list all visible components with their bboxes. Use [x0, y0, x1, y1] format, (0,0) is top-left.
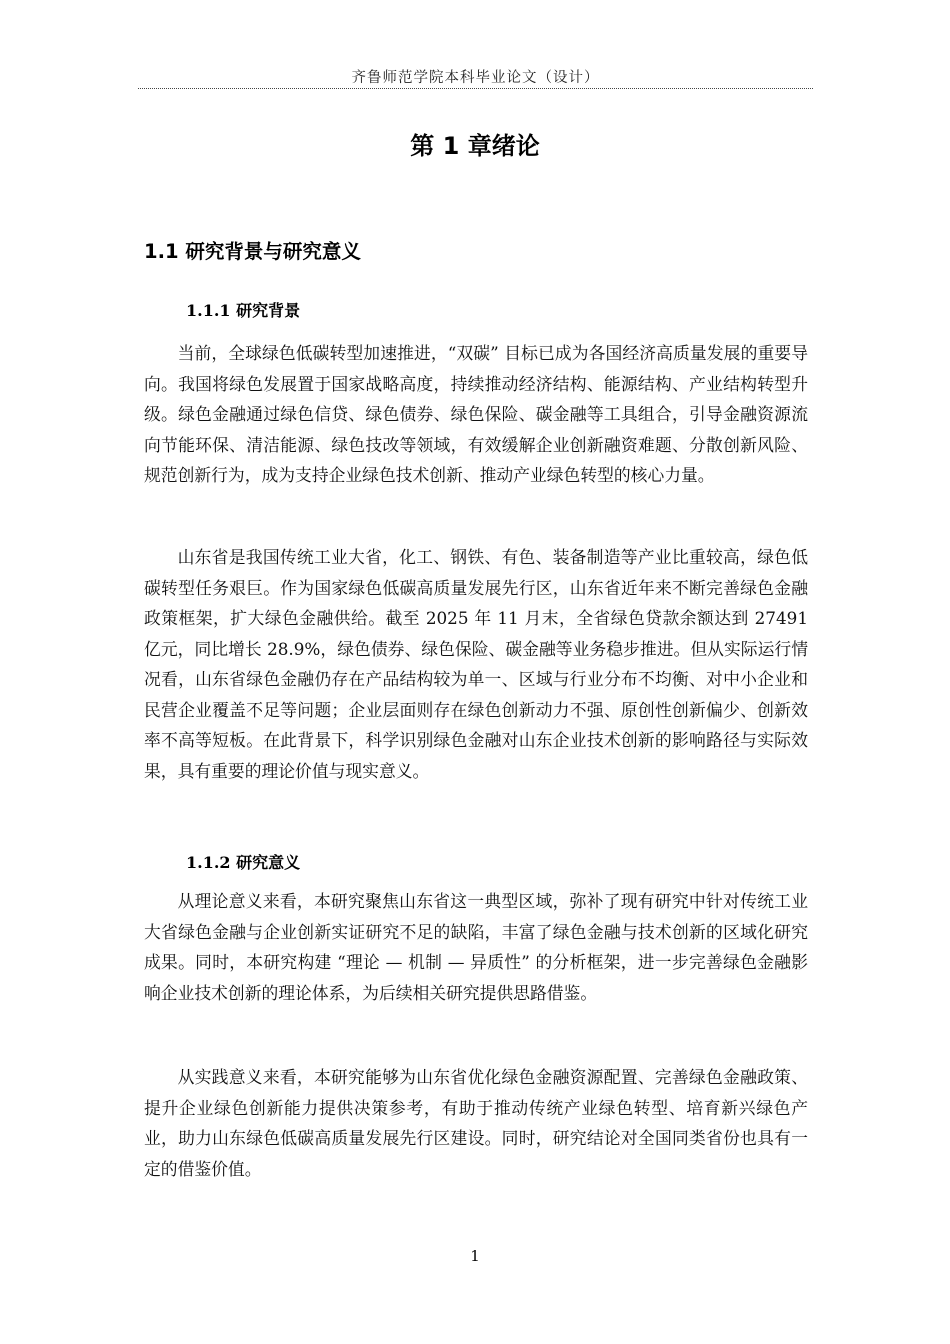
- page-number: 1: [470, 1247, 480, 1265]
- header-divider: [138, 88, 813, 89]
- chapter-title: 第 1 章绪论: [410, 132, 540, 160]
- paragraph: 山东省是我国传统工业大省，化工、钢铁、有色、装备制造等产业比重较高，绿色低碳转型任务艰巨。作为国家绿色低碳高质量发展先行区，山东省近年来不断完善绿色金融政策框架，扩大绿色金融供给。截至 2025 年 11 月末，全省绿色贷款余额达到 27491 亿元，同比增长 28.9%，绿色债券、绿色保险、碳金融等业务稳步推进。但从实际运行情况看，山东省绿色金融仍存在产品结构较为单一、区域与行业分布不均衡、对中小企业和民营企业覆盖不足等问题；企业层面则存在绿色创新动力不强、原创性创新偏少、创新效率不高等短板。在此背景下，科学识别绿色金融对山东企业技术创新的影响路径与实际效果，具有重要的理论价值与现实意义。: [144, 547, 808, 781]
- paragraph: 当前，全球绿色低碳转型加速推进，“双碳” 目标已成为各国经济高质量发展的重要导向。我国将绿色发展置于国家战略高度，持续推动经济结构、能源结构、产业结构转型升级。绿色金融通过绿色信贷、绿色债券、绿色保险、碳金融等工具组合，引导金融资源流向节能环保、清洁能源、绿色技改等领域，有效缓解企业创新融资难题、分散创新风险、规范创新行为，成为支持企业绿色技术创新、推动产业绿色转型的核心力量。: [144, 343, 808, 485]
- paragraph: 从理论意义来看，本研究聚焦山东省这一典型区域，弥补了现有研究中针对传统工业大省绿色金融与企业创新实证研究不足的缺陷，丰富了绿色金融与技术创新的区域化研究成果。同时，本研究构建 “理论 — 机制 — 异质性” 的分析框架，进一步完善绿色金融影响企业技术创新的理论体系，为后续相关研究提供思路借鉴。: [144, 891, 808, 1003]
- subsection-heading-significance: 1.1.2 研究意义: [186, 853, 301, 872]
- section-heading: 1.1 研究背景与研究意义: [144, 240, 361, 263]
- paragraph: 从实践意义来看，本研究能够为山东省优化绿色金融资源配置、完善绿色金融政策、提升企业绿色创新能力提供决策参考，有助于推动传统产业绿色转型、培育新兴绿色产业，助力山东绿色低碳高质量发展先行区建设。同时，研究结论对全国同类省份也具有一定的借鉴价值。: [144, 1067, 808, 1179]
- subsection-heading-background: 1.1.1 研究背景: [186, 301, 301, 320]
- running-header: 齐鲁师范学院本科毕业论文（设计）: [351, 70, 600, 86]
